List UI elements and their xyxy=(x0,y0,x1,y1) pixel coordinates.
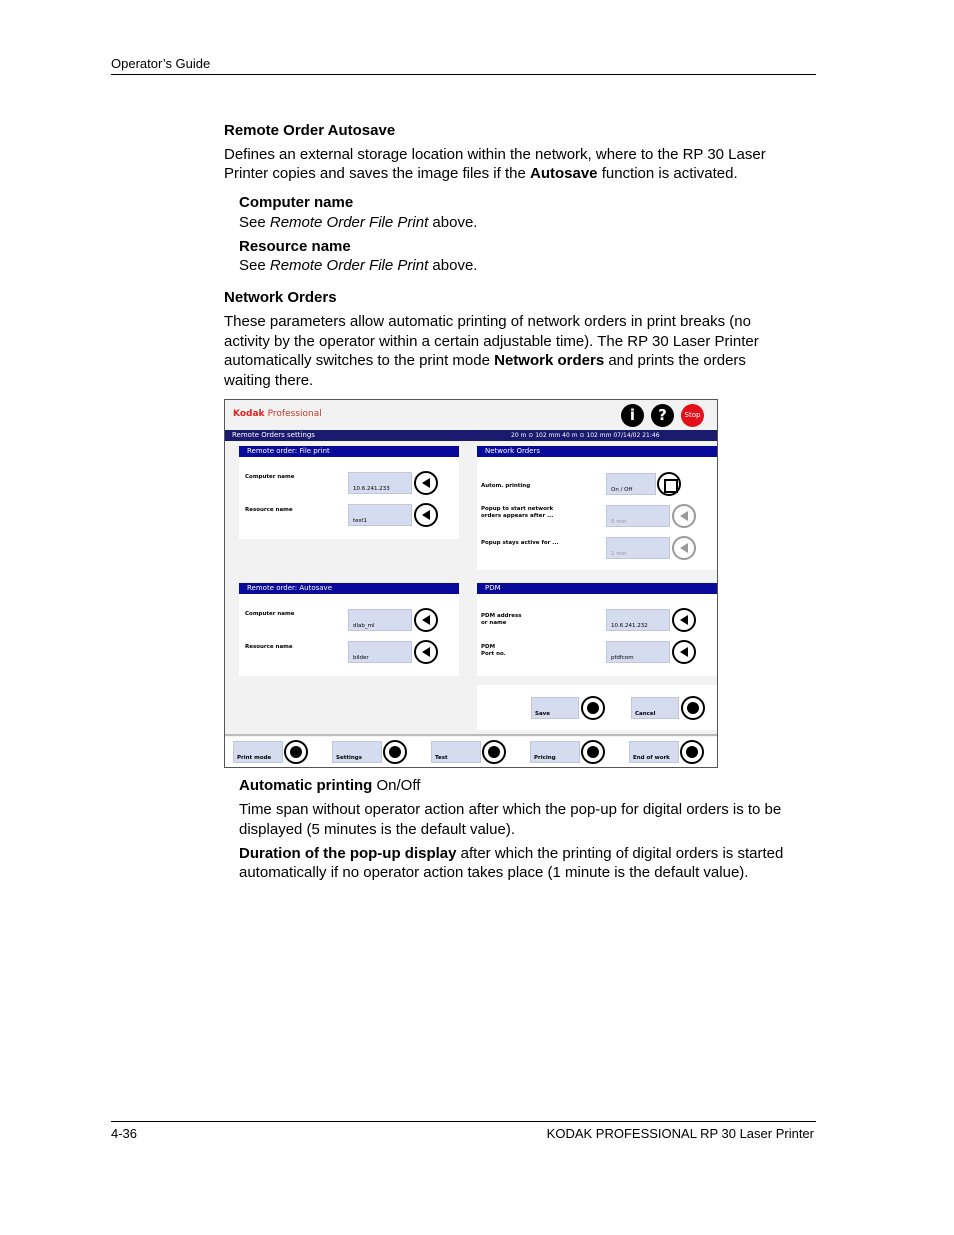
pdm-port-label: PDM Port no. xyxy=(481,644,506,657)
settings-button[interactable] xyxy=(383,740,407,764)
popup-start-field[interactable]: 6 min xyxy=(606,505,670,527)
pricing-button[interactable] xyxy=(581,740,605,764)
resource-name-desc: See Remote Order File Print above. xyxy=(239,257,478,274)
arrow-left-icon[interactable] xyxy=(672,536,696,560)
duration-line1: Duration of the pop-up display after which the printing of digital orders is started xyxy=(239,845,784,862)
cancel-button[interactable] xyxy=(681,696,705,720)
popup-active-label: Popup stays active for ... xyxy=(481,540,559,546)
arrow-left-icon[interactable] xyxy=(414,471,438,495)
computer-name-desc: See Remote Order File Print above. xyxy=(239,214,478,231)
nav-test[interactable]: Test xyxy=(431,741,481,763)
subheading-resource-name: Resource name xyxy=(239,238,351,255)
page-number: 4-36 xyxy=(111,1126,138,1141)
time-span-line2: displayed (5 minutes is the default value). xyxy=(239,821,515,838)
arrow-left-icon[interactable] xyxy=(672,504,696,528)
resource-name-field[interactable]: test1 xyxy=(348,504,412,526)
test-button[interactable] xyxy=(482,740,506,764)
nav-end-of-work[interactable]: End of work xyxy=(629,741,679,763)
kodak-professional-logo: Kodak Professional xyxy=(233,409,322,419)
product-name: KODAK PROFESSIONAL RP 30 Laser Printer xyxy=(546,1126,814,1141)
arrow-left-icon[interactable] xyxy=(414,608,438,632)
resource-name-label: Resource name xyxy=(245,644,293,650)
print-mode-button[interactable] xyxy=(284,740,308,764)
nav-pricing[interactable]: Pricing xyxy=(530,741,580,763)
footer-rule xyxy=(111,1121,816,1122)
time-span-line1: Time span without operator action after which the pop-up for digital orders is to be xyxy=(239,801,782,818)
panel-pdm xyxy=(477,583,717,676)
section-heading-autosave: Remote Order Autosave xyxy=(224,122,396,139)
computer-name-label: Computer name xyxy=(245,611,295,617)
panel-title: Remote order: File print xyxy=(239,446,459,457)
save-button[interactable] xyxy=(581,696,605,720)
screen-title-bar xyxy=(225,430,717,441)
header-rule xyxy=(111,74,816,75)
panel-title: Network Orders xyxy=(477,446,717,457)
screen-title: Remote Orders settings xyxy=(232,431,315,439)
arrow-left-icon[interactable] xyxy=(414,503,438,527)
stop-button[interactable]: Stop xyxy=(681,404,704,427)
arrow-left-icon[interactable] xyxy=(414,640,438,664)
nav-separator xyxy=(225,734,717,736)
popup-active-field[interactable]: 1 min xyxy=(606,537,670,559)
autosave-desc-line2: Printer copies and saves the image files if the Autosave function is activated. xyxy=(224,165,738,182)
autom-printing-label: Autom. printing xyxy=(481,483,531,489)
status-readout: 20 m ⊙ 102 mm 40 m ⊙ 102 mm 07/14/02 21:46 xyxy=(511,432,660,439)
autosave-desc-line1: Defines an external storage location within the network, where to the RP 30 Laser xyxy=(224,146,766,163)
resource-name-label: Resource name xyxy=(245,507,293,513)
network-desc-line4: waiting there. xyxy=(224,372,314,389)
network-desc-line3: automatically switches to the print mode Network orders and prints the orders xyxy=(224,352,746,369)
resource-name-field[interactable]: bilder xyxy=(348,641,412,663)
section-heading-network-orders: Network Orders xyxy=(224,289,337,306)
network-desc-line1: These parameters allow automatic printing of network orders in print breaks (no xyxy=(224,313,751,330)
cancel-button-label[interactable]: Cancel xyxy=(631,697,679,719)
help-icon[interactable]: ? xyxy=(651,404,674,427)
autom-printing-field[interactable]: On / Off xyxy=(606,473,656,495)
computer-name-field[interactable]: 10.6.241.233 xyxy=(348,472,412,494)
duration-line2: automatically if no operator action takes place (1 minute is the default value). xyxy=(239,864,749,881)
save-button-label[interactable]: Save xyxy=(531,697,579,719)
info-icon[interactable]: i xyxy=(621,404,644,427)
panel-actions xyxy=(477,685,717,730)
toggle-square-icon[interactable] xyxy=(657,472,681,496)
arrow-left-icon[interactable] xyxy=(672,608,696,632)
arrow-left-icon[interactable] xyxy=(672,640,696,664)
nav-print-mode[interactable]: Print mode xyxy=(233,741,283,763)
pdm-port-field[interactable]: pfdfcom xyxy=(606,641,670,663)
panel-file-print xyxy=(239,446,459,539)
pdm-address-label: PDM address or name xyxy=(481,613,522,626)
remote-orders-settings-screenshot xyxy=(224,399,718,768)
end-of-work-button[interactable] xyxy=(680,740,704,764)
popup-start-label: Popup to start network orders appears after ... xyxy=(481,506,554,519)
panel-autosave xyxy=(239,583,459,676)
subheading-computer-name: Computer name xyxy=(239,194,354,211)
panel-title: PDM xyxy=(477,583,717,594)
computer-name-label: Computer name xyxy=(245,474,295,480)
pdm-address-field[interactable]: 10.6.241.232 xyxy=(606,609,670,631)
automatic-printing-line: Automatic printing On/Off xyxy=(239,777,421,794)
network-desc-line2: activity by the operator within a certain adjustable time). The RP 30 Laser Printer xyxy=(224,333,759,350)
bottom-nav xyxy=(225,737,717,767)
panel-title: Remote order: Autosave xyxy=(239,583,459,594)
nav-settings[interactable]: Settings xyxy=(332,741,382,763)
running-header: Operator’s Guide xyxy=(111,56,211,71)
panel-network-orders xyxy=(477,446,717,570)
computer-name-field[interactable]: dlab_ml xyxy=(348,609,412,631)
